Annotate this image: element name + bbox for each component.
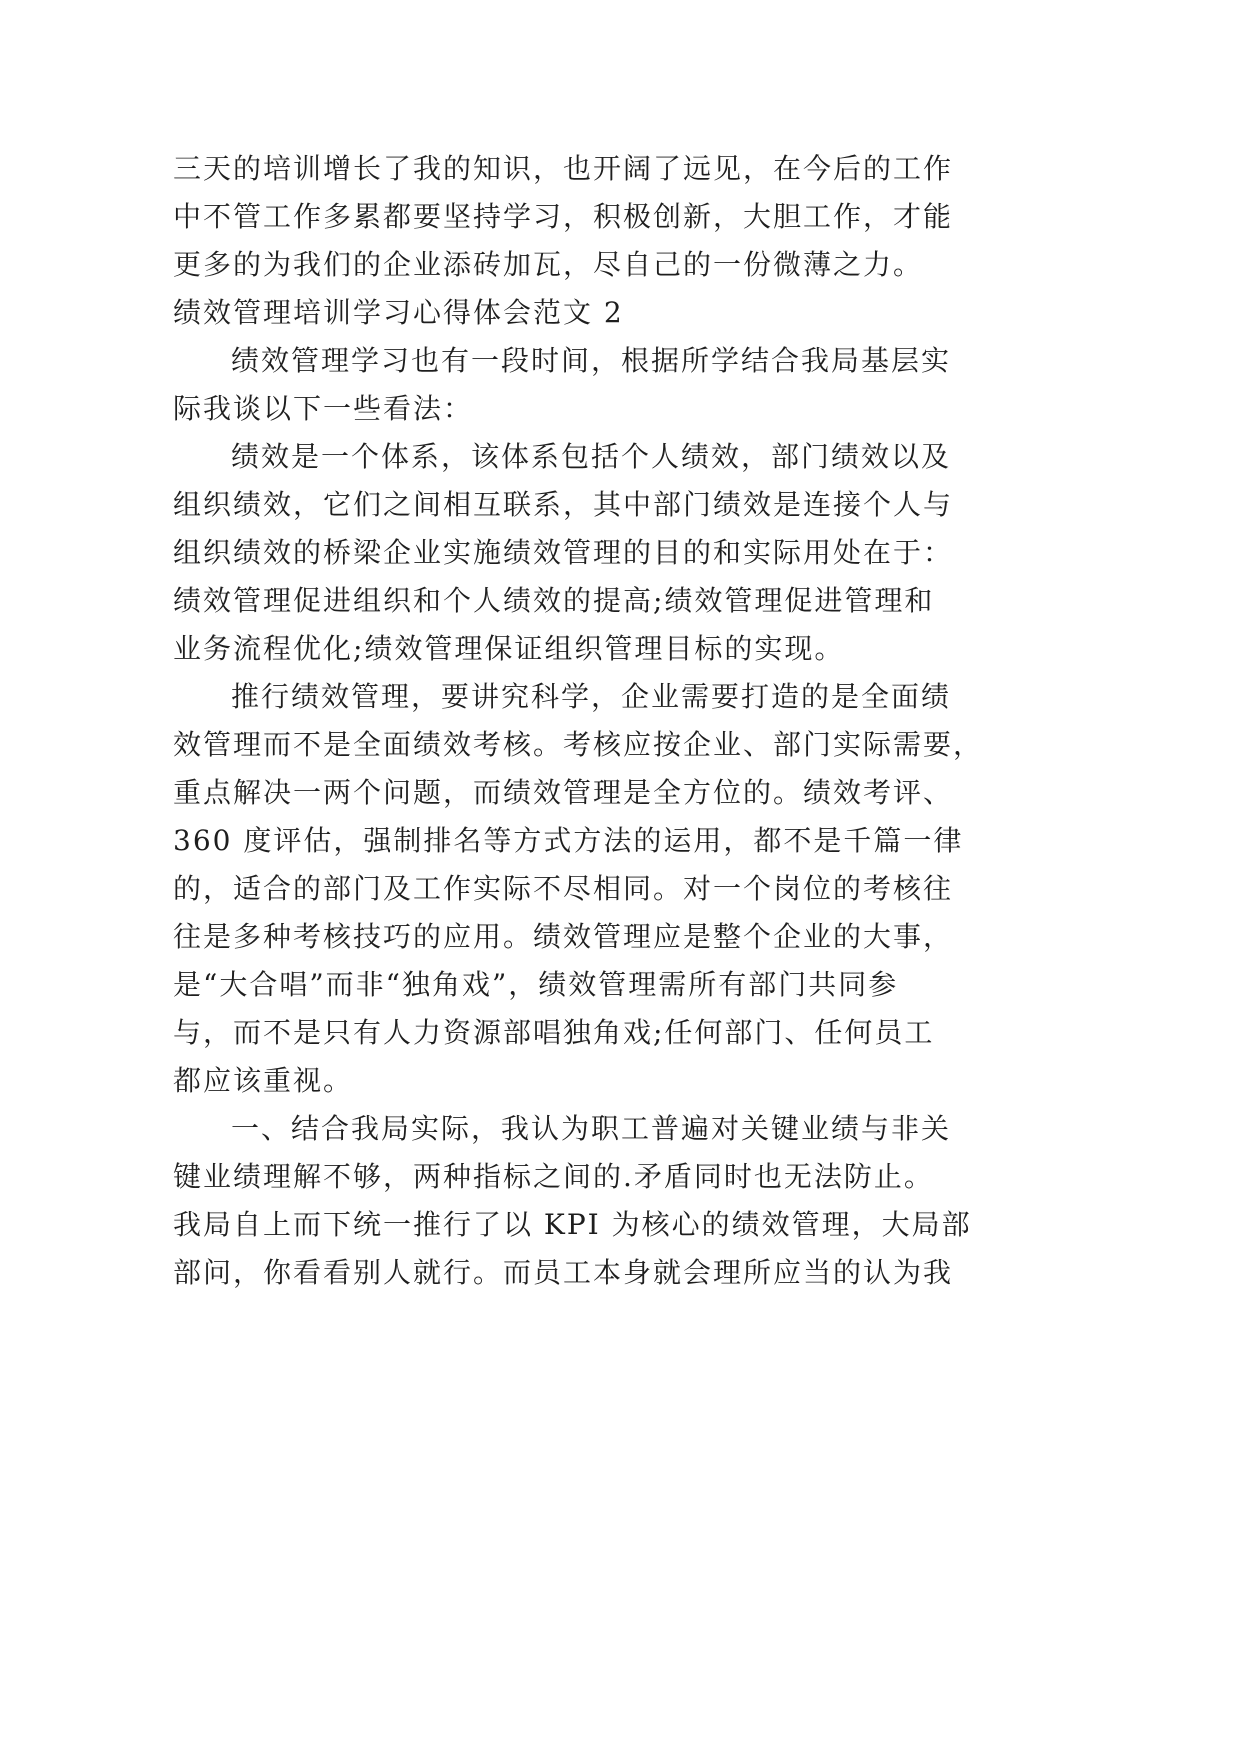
paragraph-implementation — [173, 673, 984, 1105]
text-line: 的，适合的部门及工作实际不尽相同。对一个岗位的考核往 — [173, 872, 954, 905]
text-line: 一、结合我局实际，我认为职工普遍对关键业绩与非关 — [231, 1112, 952, 1145]
text-line: 与，而不是只有人力资源部唱独角戏;任何部门、任何员工 — [173, 1016, 935, 1049]
intro-paragraph — [173, 145, 954, 289]
text-line: 绩效是一个体系，该体系包括个人绩效，部门绩效以及 — [231, 440, 952, 473]
text-line: 绩效管理促进组织和个人绩效的提高;绩效管理促进管理和 — [173, 584, 935, 617]
text-line: 组织绩效的桥梁企业实施绩效管理的目的和实际用处在于： — [173, 536, 954, 569]
text-line: 业务流程优化;绩效管理保证组织管理目标的实现。 — [173, 632, 845, 665]
text-line: 推行绩效管理，要讲究科学，企业需要打造的是全面绩 — [231, 680, 952, 713]
paragraph-point-one — [173, 1105, 972, 1297]
text-line: 效管理而不是全面绩效考核。考核应按企业、部门实际需要， — [173, 728, 984, 761]
text-line: 重点解决一两个问题，而绩效管理是全方位的。绩效考评、 — [173, 776, 954, 809]
text-line: 键业绩理解不够，两种指标之间的.矛盾同时也无法防止。 — [173, 1160, 934, 1193]
text-line: 往是多种考核技巧的应用。绩效管理应是整个企业的大事， — [173, 920, 954, 953]
text-line: 际我谈以下一些看法： — [173, 392, 474, 425]
document-body — [173, 145, 984, 1297]
text-line: 都应该重视。 — [173, 1064, 354, 1097]
text-line: 是“大合唱”而非“独角戏”，绩效管理需所有部门共同参 — [173, 968, 899, 1001]
section-heading: 绩效管理培训学习心得体会范文 2 — [173, 296, 624, 329]
paragraph-performance-system — [173, 433, 954, 673]
text-line: 绩效管理学习也有一段时间，根据所学结合我局基层实 — [231, 344, 952, 377]
text-line: 我局自上而下统一推行了以 KPI 为核心的绩效管理，大局部 — [173, 1208, 972, 1241]
paragraph-intro-views — [173, 337, 952, 433]
text-line: 部问，你看看别人就行。而员工本身就会理所应当的认为我 — [173, 1256, 954, 1289]
text-line: 组织绩效，它们之间相互联系，其中部门绩效是连接个人与 — [173, 488, 954, 521]
text-line: 360 度评估，强制排名等方式方法的运用，都不是千篇一律 — [173, 824, 964, 857]
text-line: 更多的为我们的企业添砖加瓦，尽自己的一份微薄之力。 — [173, 248, 924, 281]
text-line: 中不管工作多累都要坚持学习，积极创新，大胆工作，才能 — [173, 200, 954, 233]
text-line: 三天的培训增长了我的知识，也开阔了远见，在今后的工作 — [173, 152, 954, 185]
